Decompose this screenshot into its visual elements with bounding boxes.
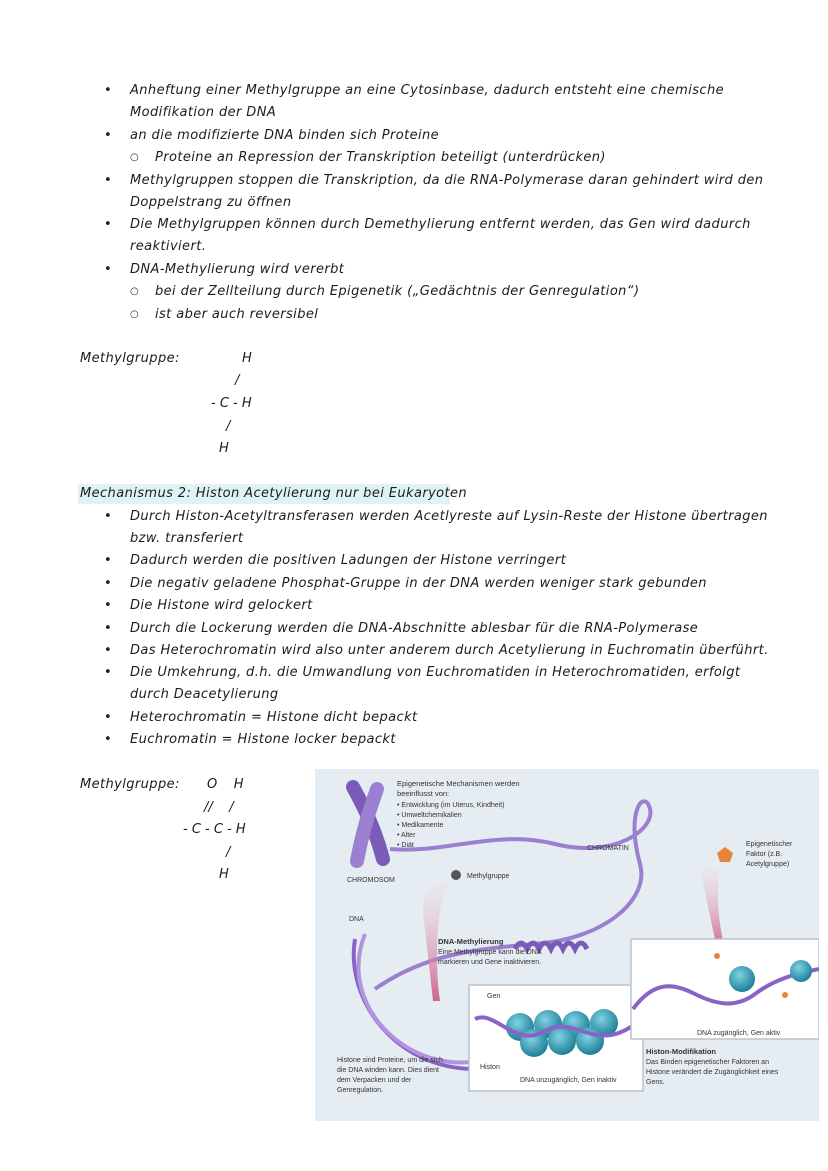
list-item-text: bzw. transferiert [130,531,244,546]
methylierung-text: markieren und Gene inaktivieren. [438,959,542,966]
bullet: • [104,509,112,524]
list-item-text: Die Umkehrung, d.h. die Umwandlung von Euchromatiden in Heterochromatiden, erfolgt [130,665,741,680]
methyl-label: Methylgruppe: [80,777,180,792]
list-item-text: Durch die Lockerung werden die DNA-Abschnitte ablesbar für die RNA-Polymerase [130,621,699,636]
bullet: • [104,262,112,277]
list-item-text: Die Methylgruppen können durch Demethylierung entfernt werden, das Gen wird dadurch [130,217,751,232]
intro-item: • Alter [397,832,416,839]
dna-zugaenglich-label: DNA zugänglich, Gen aktiv [697,1030,781,1037]
list-item-text: Heterochromatin = Histone dicht bepackt [130,710,418,725]
histone-info-text: Genregulation. [337,1087,383,1094]
bullet: • [104,128,112,143]
section-heading: Mechanismus 2: Histon Acetylierung nur bei Eukaryoten [80,486,468,501]
sub-bullet: ○ [130,152,139,163]
list-item-text: Proteine an Repression der Transkription beteiligt (unterdrücken) [155,150,606,165]
chromosom-label: CHROMOSOM [347,877,395,884]
formula-row: O H [207,777,244,792]
intro-title-2: beeinflusst von: [397,789,450,798]
formula-row: H [219,441,229,456]
methyl-group-icon [451,870,461,880]
intro-item: • Entwicklung (im Uterus, Kindheit) [397,802,505,809]
list-item-text: Anheftung einer Methylgruppe an eine Cytosinbase, dadurch entsteht eine chemische [130,83,725,98]
factor-arrow [700,867,725,949]
histon-mod-title: Histon-Modifikation [646,1047,716,1056]
list-item-text: Das Heterochromatin wird also unter anderem durch Acetylierung in Euchromatin überführt. [130,643,769,658]
histon-mod-text: Das Binden epigenetischer Faktoren an [646,1059,769,1066]
histon-mod-text: Gens. [646,1079,665,1086]
bullet: • [104,217,112,232]
intro-item: • Umweltchemikalien [397,812,462,819]
chromosome-graphic [353,787,383,861]
list-item-text: ist aber auch reversibel [155,307,319,322]
histone-info-text: dem Verpacken und der [337,1077,412,1084]
list-item-text: an die modifizierte DNA binden sich Proteine [130,128,440,143]
formula-row: H [242,351,252,366]
histone-info-text: Histone sind Proteine, um die sich [337,1057,443,1064]
formula-row: / [235,373,240,388]
bullet: • [104,173,112,188]
factor-label: Acetylgruppe) [746,861,790,868]
list-item-text: durch Deacetylierung [130,687,279,702]
bullet: • [104,621,112,636]
sub-bullet: ○ [130,309,139,320]
intro-title: Epigenetische Mechanismen werden [397,779,520,788]
list-item-text: Die negativ geladene Phosphat-Gruppe in der DNA werden weniger stark gebunden [130,576,707,591]
bullet: • [104,83,112,98]
formula-row: / [226,419,231,434]
list-item-text: Dadurch werden die positiven Ladungen der Histone verringert [130,553,567,568]
list-item-text: Modifikation der DNA [130,105,277,120]
list-item-text: Doppelstrang zu öffnen [130,195,292,210]
gen-label: Gen [487,993,501,1000]
histon-mod-text: Histone verändert die Zugänglichkeit eines [646,1069,779,1076]
epigenetics-figure [315,769,819,1121]
methylierung-text: Eine Methylgruppe kann die DNA [438,949,542,956]
bullet: • [104,598,112,613]
methylierung-title: DNA-Methylierung [438,937,504,946]
formula-row: / [226,845,231,860]
list-item-text: reaktiviert. [130,239,207,254]
dna-label: DNA [349,916,364,923]
list-item-text: Durch Histon-Acetyltransferasen werden Acetlyreste auf Lysin-Reste der Histone übertragen [130,509,768,524]
formula-row: // / [204,800,234,815]
list-item-text: bei der Zellteilung durch Epigenetik („Gedächtnis der Genregulation“) [155,284,640,299]
chromatin-label: CHROMATIN [587,845,629,852]
list-item-text: DNA-Methylierung wird vererbt [130,262,345,277]
factor-pentagon-icon [717,847,733,862]
bullet: • [104,710,112,725]
factor-label: Epigenetischer [746,841,793,848]
bullet: • [104,576,112,591]
formula-row: - C - C - H [183,822,246,837]
histone-info-text: die DNA winden kann. Dies dient [337,1067,439,1074]
list-item-text: Methylgruppen stoppen die Transkription, da die RNA-Polymerase daran gehindert wird den [130,173,764,188]
methylgruppe-label: Methylgruppe [467,873,510,880]
bullet: • [104,732,112,747]
formula-row: - C - H [211,396,252,411]
list-item-text: Euchromatin = Histone locker bepackt [130,732,396,747]
formula-row: H [219,867,229,882]
list-item-text: Die Histone wird gelockert [130,598,313,613]
intro-item: • Diät [397,842,414,849]
sub-bullet: ○ [130,286,139,297]
histon-label: Histon [480,1064,500,1071]
factor-label: Faktor (z.B. [746,851,783,858]
bullet: • [104,553,112,568]
bullet: • [104,643,112,658]
intro-item: • Medikamente [397,822,444,829]
methyl-label: Methylgruppe: [80,351,180,366]
dna-unzugaenglich-label: DNA unzugänglich, Gen inaktiv [520,1077,617,1084]
bullet: • [104,665,112,680]
